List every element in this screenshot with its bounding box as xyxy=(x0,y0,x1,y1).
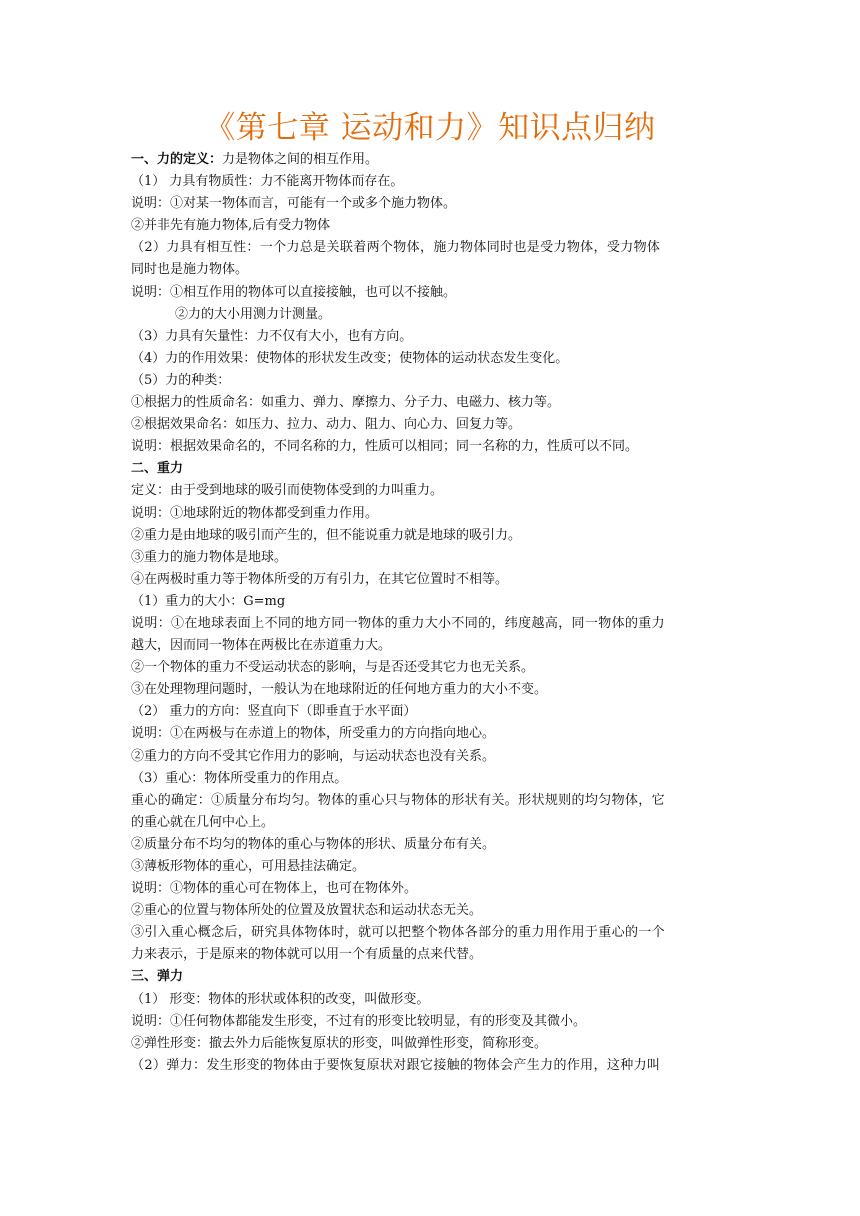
paragraph-line: （4）力的作用效果：使物体的形状发生改变；使物体的运动状态发生变化。 xyxy=(131,350,569,366)
paragraph-line: 同时也是施力物体。 xyxy=(131,262,249,278)
paragraph-line: （1） 形变：物体的形状或体积的改变，叫做形变。 xyxy=(131,991,430,1007)
paragraph-line: ②力的大小用测力计测量。 xyxy=(175,306,332,322)
paragraph-line: （3）力具有矢量性：力不仅有大小，也有方向。 xyxy=(131,328,413,344)
paragraph-line: （3）重心：物体所受重力的作用点。 xyxy=(131,770,348,786)
paragraph-line: ②重心的位置与物体所处的位置及放置状态和运动状态无关。 xyxy=(131,903,483,919)
paragraph-line: ①根据力的性质命名：如重力、弹力、摩擦力、分子力、电磁力、核力等。 xyxy=(131,395,561,411)
paragraph-line: 越大，因而同一物体在两极比在赤道重力大。 xyxy=(131,638,392,654)
section-heading: 二、重力 xyxy=(131,461,184,477)
paragraph-line: 定义：由于受到地球的吸引而使物体受到的力叫重力。 xyxy=(131,483,444,499)
section-heading-line xyxy=(131,149,731,171)
paragraph-line: 说明：根据效果命名的，不同名称的力，性质可以相同；同一名称的力，性质可以不同。 xyxy=(131,439,639,455)
paragraph-line: 说明：①任何物体都能发生形变，不过有的形变比较明显，有的形变及其微小。 xyxy=(131,1013,587,1029)
section-heading: 一、力的定义： xyxy=(131,152,223,167)
paragraph-line: ③重力的施力物体是地球。 xyxy=(131,549,288,565)
paragraph-line: 说明：①地球附近的物体都受到重力作用。 xyxy=(131,505,379,521)
paragraph-line: ④在两极时重力等于物体所受的万有引力，在其它位置时不相等。 xyxy=(131,571,509,587)
paragraph-line: ②并非先有施力物体,后有受力物体 xyxy=(131,218,331,234)
paragraph-line: ③薄板形物体的重心，可用悬挂法确定。 xyxy=(131,859,366,874)
paragraph-line: （1） 力具有物质性：力不能离开物体而存在。 xyxy=(131,174,404,190)
paragraph-line: 说明：①在地球表面上不同的地方同一物体的重力大小不同的，纬度越高，同一物体的重力 xyxy=(131,615,666,631)
paragraph-line: 力来表示，于是原来的物体就可以用一个有质量的点来代替。 xyxy=(131,947,483,963)
paragraph-line: 说明：①相互作用的物体可以直接接触，也可以不接触。 xyxy=(131,284,457,300)
paragraph-text: 力是物体之间的相互作用。 xyxy=(222,152,379,167)
paragraph-line: ③在处理物理问题时，一般认为在地球附近的任何地方重力的大小不变。 xyxy=(131,682,548,698)
paragraph-line: ③引入重心概念后，研究具体物体时，就可以把整个物体各部分的重力用作用于重心的一个 xyxy=(131,925,666,941)
paragraph-line: 的重心就在几何中心上。 xyxy=(131,814,275,830)
paragraph-line: ②弹性形变：撤去外力后能恢复原状的形变，叫做弹性形变，简称形变。 xyxy=(131,1035,548,1051)
paragraph-line: 说明：①物体的重心可在物体上，也可在物体外。 xyxy=(131,881,418,897)
document-title: 《第七章 运动和力》知识点归纳 xyxy=(204,110,656,146)
paragraph-line: （5）力的种类： xyxy=(131,372,231,388)
paragraph-line: 说明：①在两极与在赤道上的物体，所受重力的方向指向地心。 xyxy=(131,726,496,742)
paragraph-line: ②一个物体的重力不受运动状态的影响，与是否还受其它力也无关系。 xyxy=(131,660,535,676)
paragraph-line: ②质量分布不均匀的物体的重心与物体的形状、质量分布有关。 xyxy=(131,836,496,852)
paragraph-line: （2） 重力的方向：竖直向下（即垂直于水平面） xyxy=(131,704,417,720)
paragraph-line: ②重力的方向不受其它作用力的影响，与运动状态也没有关系。 xyxy=(131,748,496,764)
document-body xyxy=(131,149,731,1077)
section-heading: 三、弹力 xyxy=(131,969,184,985)
paragraph-line: ②重力是由地球的吸引而产生的，但不能说重力就是地球的吸引力。 xyxy=(131,527,522,543)
paragraph-line: 说明：①对某一物体而言，可能有一个或多个施力物体。 xyxy=(131,196,457,212)
paragraph-line: （1）重力的大小：G=mg xyxy=(131,593,286,609)
paragraph-line: ②根据效果命名：如压力、拉力、动力、阻力、向心力、回复力等。 xyxy=(131,417,522,433)
paragraph-line: 重心的确定：①质量分布均匀。物体的重心只与物体的形状有关。形状规则的均匀物体，它 xyxy=(131,792,666,808)
paragraph-line: （2）弹力：发生形变的物体由于要恢复原状对跟它接触的物体会产生力的作用，这种力叫 xyxy=(131,1057,661,1073)
paragraph-line: （2）力具有相互性：一个力总是关联着两个物体，施力物体同时也是受力物体，受力物体 xyxy=(131,240,661,256)
